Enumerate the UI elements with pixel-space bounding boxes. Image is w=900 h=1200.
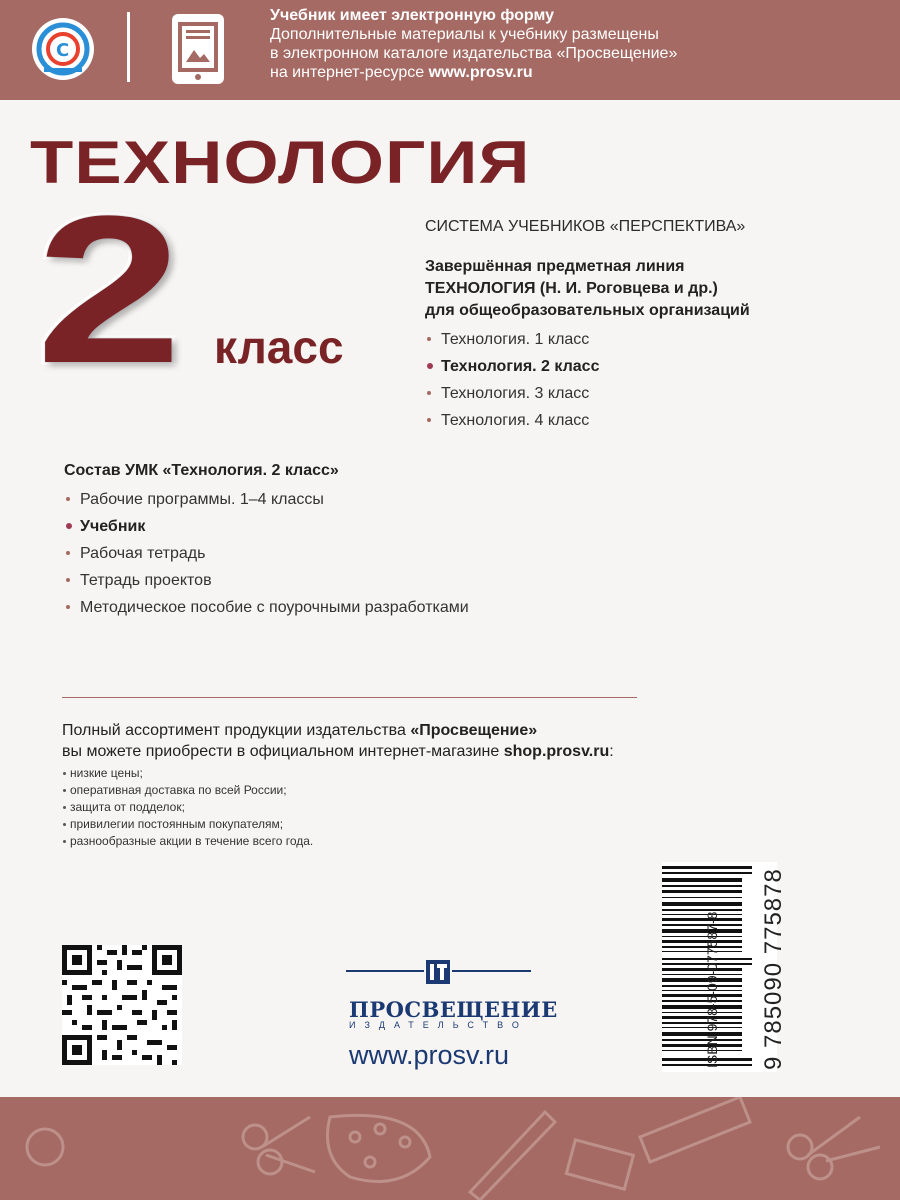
- line-heading-1: Завершённая предметная линия: [425, 258, 685, 275]
- textbook-line-list: [425, 326, 599, 434]
- shop-line-2-suffix: :: [609, 743, 614, 760]
- isbn-text: ISBN 978-5-09-077587-8: [704, 911, 720, 1068]
- list-item-current: Технология. 2 класс: [425, 353, 599, 380]
- barcode-digits: 9 785090 775878: [760, 868, 787, 1070]
- banner-text: [270, 6, 677, 82]
- publisher-subtitle: ИЗДАТЕЛЬСТВО: [349, 1020, 528, 1030]
- grade-number: 2: [36, 172, 182, 407]
- shop-line-2-prefix: вы можете приобрести в официальном интернет-магазине: [62, 743, 504, 760]
- banner-line-prefix: на интернет-ресурсе: [270, 64, 429, 81]
- list-item: Технология. 4 класс: [425, 407, 599, 434]
- series-title: СИСТЕМА УЧЕБНИКОВ «ПЕРСПЕКТИВА»: [425, 218, 746, 235]
- subject-title: ТЕХНОЛОГИЯ: [30, 129, 531, 196]
- banner-divider: [127, 12, 130, 82]
- publisher-url[interactable]: www.prosv.ru: [349, 1040, 510, 1070]
- list-item: Рабочая тетрадь: [64, 540, 469, 567]
- shop-benefits-list: [62, 765, 313, 850]
- list-item: Тетрадь проектов: [64, 567, 469, 594]
- list-item-current: Учебник: [64, 513, 469, 540]
- shop-line-1-prefix: Полный ассортимент продукции издательства: [62, 722, 411, 739]
- list-item: разнообразные акции в течение всего года.: [62, 833, 313, 850]
- qr-code[interactable]: [62, 945, 182, 1065]
- line-heading-3: для общеобразовательных организаций: [425, 302, 750, 319]
- list-item: привилегии постоянным покупателям;: [62, 816, 313, 833]
- grade-word: класс: [214, 321, 344, 373]
- subject-line-block: [425, 256, 750, 322]
- shop-publisher-name: «Просвещение»: [410, 722, 538, 739]
- list-item: оперативная доставка по всей России;: [62, 782, 313, 799]
- shop-line-1: [62, 720, 614, 741]
- shop-line-2: [62, 741, 614, 762]
- publisher-emblem-icon: [346, 950, 531, 995]
- list-item: Рабочие программы. 1–4 классы: [64, 486, 469, 513]
- list-item: Методическое пособие с поурочными разработками: [64, 594, 469, 621]
- section-divider: [62, 697, 637, 698]
- svg-text:C: C: [56, 40, 70, 61]
- publisher-name: ПРОСВЕЩЕНИЕ: [349, 997, 558, 1022]
- banner-heading: Учебник имеет электронную форму: [270, 7, 554, 24]
- publisher-logo: [346, 950, 531, 1000]
- umk-list: [64, 486, 469, 621]
- line-heading-2: ТЕХНОЛОГИЯ (Н. И. Роговцева и др.): [425, 280, 718, 297]
- school-supplies-pattern-icon: [0, 1097, 900, 1200]
- bottom-banner: [0, 1097, 900, 1200]
- list-item: Технология. 3 класс: [425, 380, 599, 407]
- banner-link[interactable]: www.prosv.ru: [428, 64, 533, 81]
- shop-text: [62, 720, 614, 762]
- top-banner: [0, 0, 900, 100]
- electronic-form-logo-icon: [32, 18, 94, 80]
- list-item: Технология. 1 класс: [425, 326, 599, 353]
- banner-line: [270, 63, 677, 82]
- banner-line: в электронном каталоге издательства «Просвещение»: [270, 45, 678, 62]
- banner-line: Дополнительные материалы к учебнику размещены: [270, 26, 659, 43]
- list-item: низкие цены;: [62, 765, 313, 782]
- shop-link[interactable]: shop.prosv.ru: [503, 743, 610, 760]
- tablet-icon: [172, 14, 224, 84]
- list-item: защита от подделок;: [62, 799, 313, 816]
- umk-title: Состав УМК «Технология. 2 класс»: [64, 462, 339, 479]
